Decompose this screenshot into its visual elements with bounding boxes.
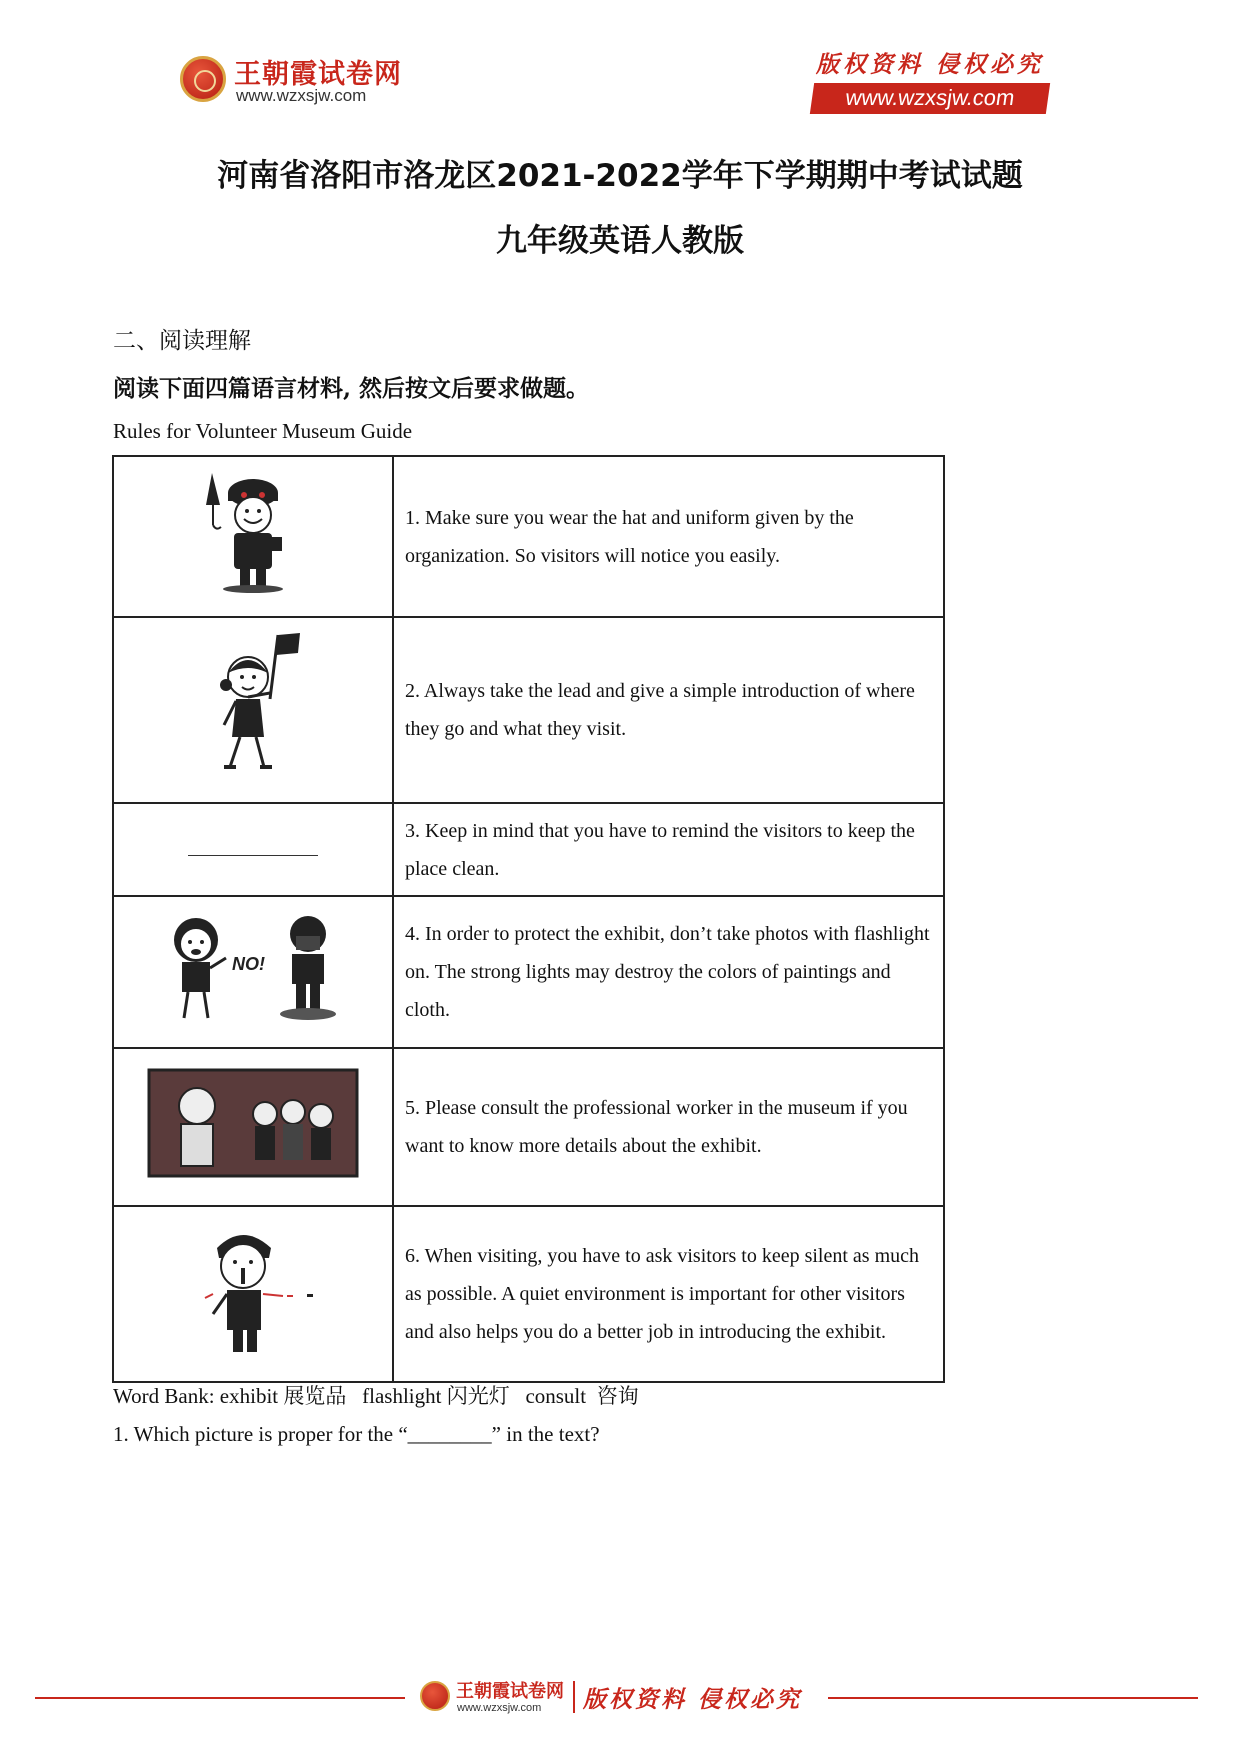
footer-brand-name: 王朝霞试卷网 xyxy=(456,1681,564,1702)
rule-5-text: 5. Please consult the professional worker in the museum if you want to know more details about the exhibit. xyxy=(393,1048,944,1206)
footer-brand-url: www.wzxsjw.com xyxy=(457,1702,542,1714)
picture-cell xyxy=(113,1048,393,1206)
brand-name: 王朝霞试卷网 xyxy=(234,59,402,90)
brand-url: www.wzxsjw.com xyxy=(236,86,367,105)
no-label: NO! xyxy=(232,953,265,974)
table-row xyxy=(113,617,944,803)
copyright-mark xyxy=(812,46,1048,114)
picture-cell xyxy=(113,1206,393,1382)
table-row xyxy=(113,1048,944,1206)
rule-1-text: 1. Make sure you wear the hat and uniform given by the organization. So visitors will notice you easily. xyxy=(393,456,944,617)
picture-cell xyxy=(113,456,393,617)
rule-3-text: 3. Keep in mind that you have to remind the visitors to keep the place clean. xyxy=(393,803,944,896)
table-row xyxy=(113,456,944,617)
footer-slogan: 版权资料 侵权必究 xyxy=(583,1686,803,1713)
guide-with-flag-icon xyxy=(198,629,308,779)
copyright-slogan: 版权资料 侵权必究 xyxy=(815,51,1044,78)
copyright-url: www.wzxsjw.com xyxy=(810,83,1050,114)
rule-2-text: 2. Always take the lead and give a simple introduction of where they go and what they visit. xyxy=(393,617,944,803)
site-logo xyxy=(180,50,420,110)
rule-6-text: 6. When visiting, you have to ask visitors to keep silent as much as possible. A quiet environment is important for other visitors and also helps you do a better job in introducing the exhibit. xyxy=(393,1206,944,1382)
section-heading: 二、阅读理解 xyxy=(113,328,251,354)
passage-title: Rules for Volunteer Museum Guide xyxy=(113,419,413,443)
instruction-text: 阅读下面四篇语言材料, 然后按文后要求做题。 xyxy=(113,375,590,402)
seal-emblem-icon xyxy=(180,56,226,102)
rule-4-text: 4. In order to protect the exhibit, don’t take photos with flashlight on. The strong lights may destroy the colors of paintings and cloth. xyxy=(393,896,944,1048)
exam-title: 河南省洛阳市洛龙区2021-2022学年下学期期中考试试题 xyxy=(217,158,1023,194)
table-row xyxy=(113,1206,944,1382)
table-row xyxy=(113,803,944,896)
word-bank: Word Bank: exhibit 展览品 flashlight 闪光灯 consult 咨询 xyxy=(113,1384,639,1408)
no-flash-photo-icon xyxy=(158,906,348,1026)
museum-worker-group-icon xyxy=(145,1062,361,1180)
picture-cell-blank xyxy=(113,803,393,896)
page-footer xyxy=(0,1675,1240,1725)
picture-cell xyxy=(113,617,393,803)
question-1: 1. Which picture is proper for the “________” in the text? xyxy=(113,1422,600,1446)
keep-silent-icon xyxy=(183,1218,323,1358)
footer-seal-icon xyxy=(420,1681,450,1711)
table-row xyxy=(113,896,944,1048)
exam-subtitle: 九年级英语人教版 xyxy=(496,223,744,259)
footer-logo xyxy=(420,1675,570,1721)
rules-table xyxy=(112,455,945,1383)
picture-cell xyxy=(113,896,393,1048)
uniform-guide-icon xyxy=(198,465,308,595)
footer-divider-right xyxy=(828,1697,1198,1699)
blank-line xyxy=(188,855,318,856)
footer-separator xyxy=(573,1681,575,1713)
footer-divider-left xyxy=(35,1697,405,1699)
